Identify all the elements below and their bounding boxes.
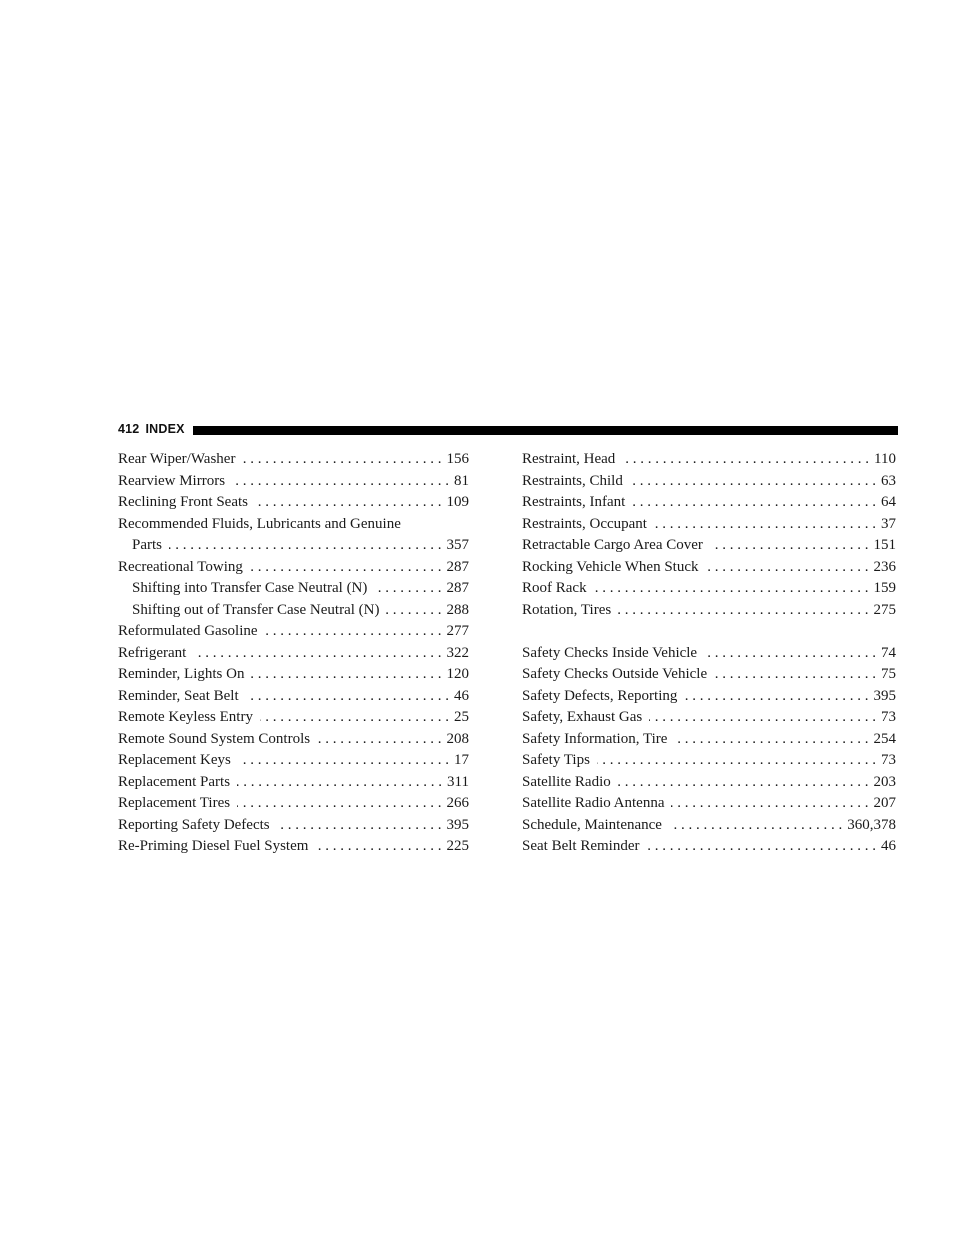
entry-label: Safety Checks Outside Vehicle — [522, 666, 708, 682]
entry-label: Reclining Front Seats — [118, 494, 248, 510]
entry-label: Replacement Tires — [118, 795, 231, 811]
entry-label: Remote Keyless Entry — [118, 709, 253, 725]
section-title: INDEX — [145, 422, 185, 436]
index-subentry — [118, 578, 469, 600]
leader-dots — [277, 815, 442, 837]
entry-page: 225 — [446, 838, 469, 854]
entry-label: Safety, Exhaust Gas — [522, 709, 643, 725]
entry-page: 73 — [881, 752, 896, 768]
entry-page: 395 — [446, 816, 469, 833]
entry-label: Recommended Fluids, Lubricants and Genuine — [118, 515, 401, 532]
entry-page: 322 — [446, 644, 469, 661]
page-number: 412 — [118, 422, 140, 436]
index-subentry — [118, 600, 469, 622]
entry-label: Rear Wiper/Washer — [118, 451, 236, 467]
entry-page: 288 — [446, 601, 469, 618]
entry-label: Refrigerant — [118, 644, 187, 661]
leader-dots — [238, 750, 449, 772]
entry-label: Remote Sound System Controls — [118, 730, 311, 747]
index-entry — [522, 729, 896, 751]
leader-dots — [706, 557, 869, 579]
entry-page: 46 — [881, 838, 896, 854]
entry-label: Shifting into Transfer Case Neutral (N) — [132, 580, 368, 596]
entry-page: 266 — [446, 795, 469, 811]
entry-label: Reporting Safety Defects — [118, 816, 270, 833]
entry-page: 311 — [447, 773, 469, 790]
leader-dots — [242, 449, 441, 471]
index-entry — [118, 815, 469, 837]
entry-label: Safety Information, Tire — [522, 730, 668, 747]
entry-label: Schedule, Maintenance — [522, 816, 662, 833]
entry-label: Restraints, Infant — [522, 494, 626, 510]
index-entry — [118, 707, 469, 729]
entry-page: 357 — [446, 537, 469, 553]
leader-dots — [265, 621, 442, 643]
index-entry — [522, 664, 896, 686]
index-entry — [522, 836, 896, 858]
entry-page: 120 — [446, 666, 469, 682]
index-entry — [522, 686, 896, 708]
entry-page: 63 — [881, 472, 896, 489]
page-header — [118, 421, 898, 437]
leader-dots — [193, 643, 441, 665]
entry-label: Rearview Mirrors — [118, 472, 226, 489]
leader-dots — [255, 492, 442, 514]
leader-dots — [646, 836, 876, 858]
entry-label: Restraint, Head — [522, 451, 616, 467]
leader-dots — [684, 686, 868, 708]
entry-label: Safety Defects, Reporting — [522, 687, 678, 704]
entry-page: 64 — [881, 494, 896, 510]
leader-dots — [169, 535, 442, 557]
index-entry — [118, 793, 469, 815]
entry-page: 207 — [873, 795, 896, 811]
leader-dots — [260, 707, 449, 729]
entry-page: 73 — [881, 709, 896, 725]
entry-page: 203 — [873, 773, 896, 790]
index-entry — [118, 557, 469, 579]
entry-page: 277 — [446, 623, 469, 639]
index-entry — [522, 578, 896, 600]
index-entry — [522, 815, 896, 837]
leader-dots — [597, 750, 876, 772]
entry-label: Recreational Towing — [118, 558, 243, 575]
entry-page: 81 — [454, 472, 469, 489]
index-entry-heading — [118, 514, 469, 536]
leader-dots — [671, 793, 868, 815]
index-entry — [118, 686, 469, 708]
leader-dots — [669, 815, 842, 837]
leader-dots — [232, 471, 449, 493]
entry-page: 156 — [446, 451, 469, 467]
leader-dots — [594, 578, 869, 600]
entry-label: Satellite Radio Antenna — [522, 795, 665, 811]
index-entry — [118, 471, 469, 493]
header-rule — [193, 426, 898, 435]
index-entry — [118, 772, 469, 794]
index-entry — [522, 707, 896, 729]
entry-page: 254 — [873, 730, 896, 747]
index-entry — [522, 535, 896, 557]
entry-page: 208 — [446, 730, 469, 747]
index-entry — [118, 836, 469, 858]
leader-dots — [317, 729, 441, 751]
index-entry — [118, 643, 469, 665]
entry-page: 159 — [873, 580, 896, 596]
leader-dots — [714, 664, 876, 686]
index-entry — [522, 492, 896, 514]
leader-dots — [237, 772, 442, 794]
index-entry — [118, 750, 469, 772]
entry-page: 360,378 — [847, 816, 896, 833]
index-entry — [522, 514, 896, 536]
leader-dots — [618, 600, 868, 622]
leader-dots — [618, 772, 869, 794]
entry-label: Rocking Vehicle When Stuck — [522, 558, 699, 575]
leader-dots — [315, 836, 441, 858]
leader-dots — [386, 600, 441, 622]
index-entry — [522, 600, 896, 622]
leader-dots — [251, 664, 441, 686]
leader-dots — [622, 449, 869, 471]
letter-group-spacer — [522, 621, 896, 643]
entry-label: Parts — [132, 537, 162, 553]
leader-dots — [630, 471, 876, 493]
entry-label: Reminder, Seat Belt — [118, 687, 239, 704]
index-entry — [522, 557, 896, 579]
entry-page: 236 — [873, 558, 896, 575]
entry-label: Rotation, Tires — [522, 601, 612, 618]
index-entry — [522, 772, 896, 794]
index-entry — [522, 793, 896, 815]
leader-dots — [374, 578, 441, 600]
entry-label: Restraints, Occupant — [522, 515, 647, 532]
entry-page: 37 — [881, 515, 896, 532]
leader-dots — [674, 729, 868, 751]
index-entry — [118, 492, 469, 514]
leader-dots — [250, 557, 442, 579]
entry-label: Retractable Cargo Area Cover — [522, 537, 703, 553]
entry-label: Re-Priming Diesel Fuel System — [118, 838, 309, 854]
leader-dots — [632, 492, 876, 514]
index-column-left — [118, 449, 469, 858]
entry-page: 287 — [446, 558, 469, 575]
entry-page: 395 — [873, 687, 896, 704]
entry-page: 25 — [454, 709, 469, 725]
entry-page: 287 — [446, 580, 469, 596]
index-entry-continued — [118, 535, 469, 557]
index-entry — [522, 750, 896, 772]
entry-label: Seat Belt Reminder — [522, 838, 640, 854]
index-entry — [118, 621, 469, 643]
index-entry — [118, 729, 469, 751]
entry-label: Reformulated Gasoline — [118, 623, 258, 639]
entry-page: 275 — [873, 601, 896, 618]
leader-dots — [654, 514, 876, 536]
leader-dots — [246, 686, 449, 708]
leader-dots — [237, 793, 441, 815]
entry-label: Safety Tips — [522, 752, 590, 768]
entry-page: 109 — [446, 494, 469, 510]
index-column-right — [522, 449, 896, 858]
entry-page: 151 — [873, 537, 896, 553]
entry-label: Replacement Keys — [118, 752, 231, 768]
entry-page: 17 — [454, 752, 469, 768]
entry-label: Replacement Parts — [118, 773, 231, 790]
leader-dots — [710, 535, 869, 557]
leader-dots — [649, 707, 876, 729]
index-entry — [522, 471, 896, 493]
leader-dots — [704, 643, 876, 665]
entry-page: 46 — [454, 687, 469, 704]
index-entry — [118, 449, 469, 471]
index-entry — [118, 664, 469, 686]
index-entry — [522, 449, 896, 471]
entry-page: 110 — [874, 451, 896, 467]
entry-page: 75 — [881, 666, 896, 682]
entry-page: 74 — [881, 644, 896, 661]
entry-label: Shifting out of Transfer Case Neutral (N) — [132, 601, 380, 618]
entry-label: Roof Rack — [522, 580, 587, 596]
index-entry — [522, 643, 896, 665]
entry-label: Satellite Radio — [522, 773, 611, 790]
entry-label: Reminder, Lights On — [118, 666, 245, 682]
entry-label: Restraints, Child — [522, 472, 623, 489]
entry-label: Safety Checks Inside Vehicle — [522, 644, 698, 661]
